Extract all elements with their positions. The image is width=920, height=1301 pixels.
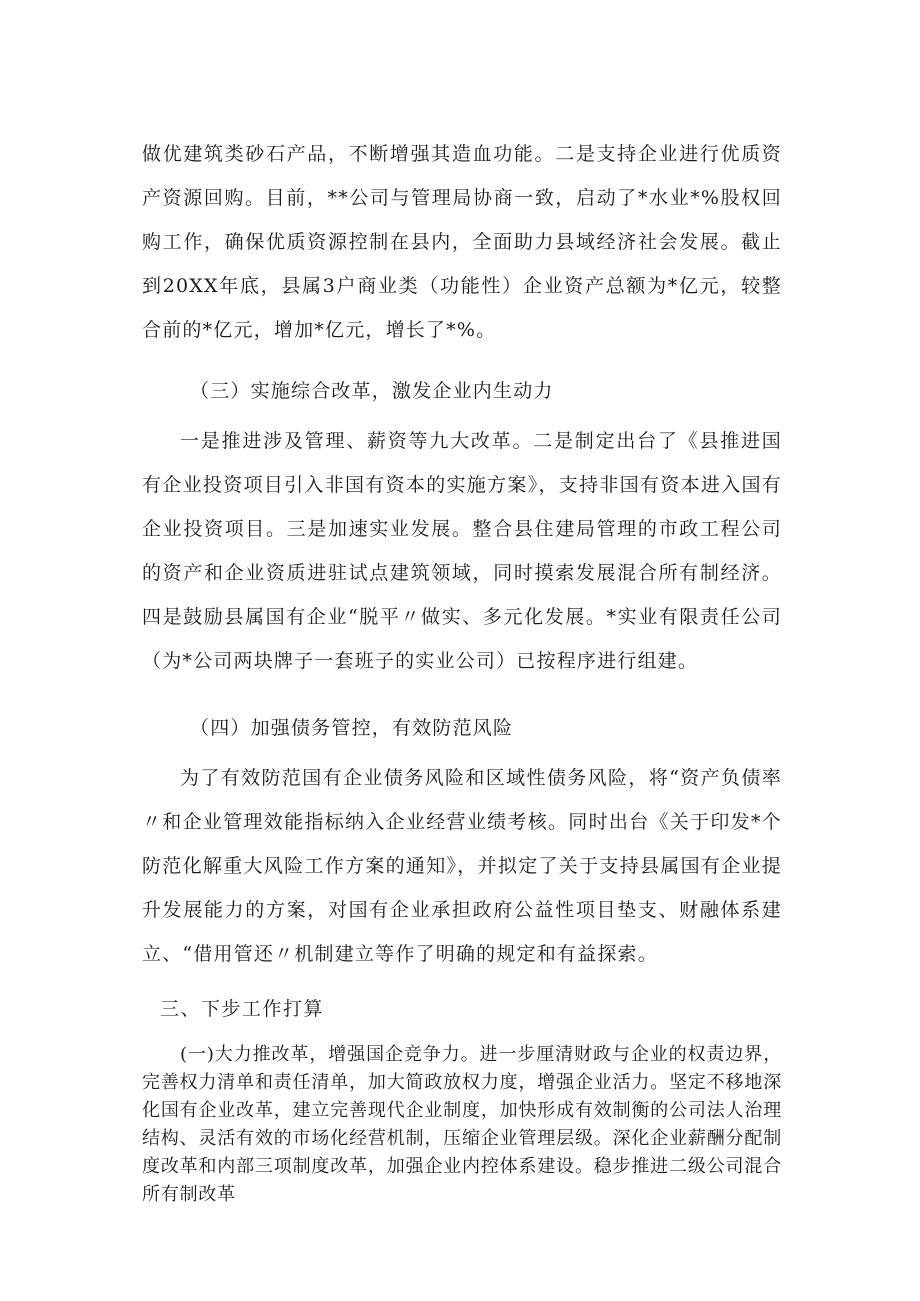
- paragraph-text: (一)大力推改革，增强国企竞争力。进一步厘清财政与企业的权责边界，完善权力清单和责任清单，加大简政放权力度，增强企业活力。坚定不移地深化国有企业改革，建立完善现代企业制度，加快形成有效制衡的公司法人治理结构、灵活有效的市场化经营机制，压缩企业管理层级。深化企业薪酬分配制度改革和内部三项制度改革，加强企业内控体系建设。稳步推进二级公司混合所有制改革: [142, 1044, 782, 1205]
- section-heading-4: [142, 706, 782, 750]
- heading-text: （四）加强债务管控，有效防范风险: [190, 717, 514, 739]
- paragraph-text: 为了有效防范国有企业债务风险和区域性债务风险，将“资产负债率〃和企业管理效能指标纳入企业经营业绩考核。同时出台《关于印发*个防范化解重大风险工作方案的通知》，并拟定了关于支持县属国有企业提升发展能力的方案，对国有企业承担政府公益性项目垫支、财融体系建立、“借用管还〃机制建立等作了明确的规定和有益探索。: [142, 767, 782, 965]
- major-heading-next-steps: [142, 994, 782, 1024]
- heading-text: （三）实施综合改革，激发企业内生动力: [190, 380, 554, 402]
- paragraph-next-steps-reform: [142, 1041, 782, 1209]
- paragraph-text: 做优建筑类砂石产品，不断增强其造血功能。二是支持企业进行优质资产资源回购。目前，**公司与管理局协商一致，启动了*水业*%股权回购工作，确保优质资源控制在县内，全面助力县域经济社会发展。截止到20XX年底，县属3户商业类（功能性）企业资产总额为*亿元，较整合前的*亿元，增加*亿元，增长了*%。: [142, 143, 782, 341]
- paragraph-asset-buyback: [142, 132, 782, 352]
- paragraph-text: 一是推进涉及管理、薪资等九大改革。二是制定出台了《县推进国有企业投资项目引入非国有资本的实施方案》，支持非国有资本进入国有企业投资项目。三是加速实业发展。整合县住建局管理的市政工程公司的资产和企业资质进驻试点建筑领域，同时摸索发展混合所有制经济。四是鼓励县属国有企业“脱平〃做实、多元化发展。*实业有限责任公司（为*公司两块牌子一套班子的实业公司）已按程序进行组建。: [142, 430, 782, 672]
- paragraph-reforms: [142, 419, 782, 683]
- section-heading-3: [142, 369, 782, 413]
- paragraph-debt-control: [142, 756, 782, 976]
- heading-text: 三、下步工作打算: [160, 998, 325, 1020]
